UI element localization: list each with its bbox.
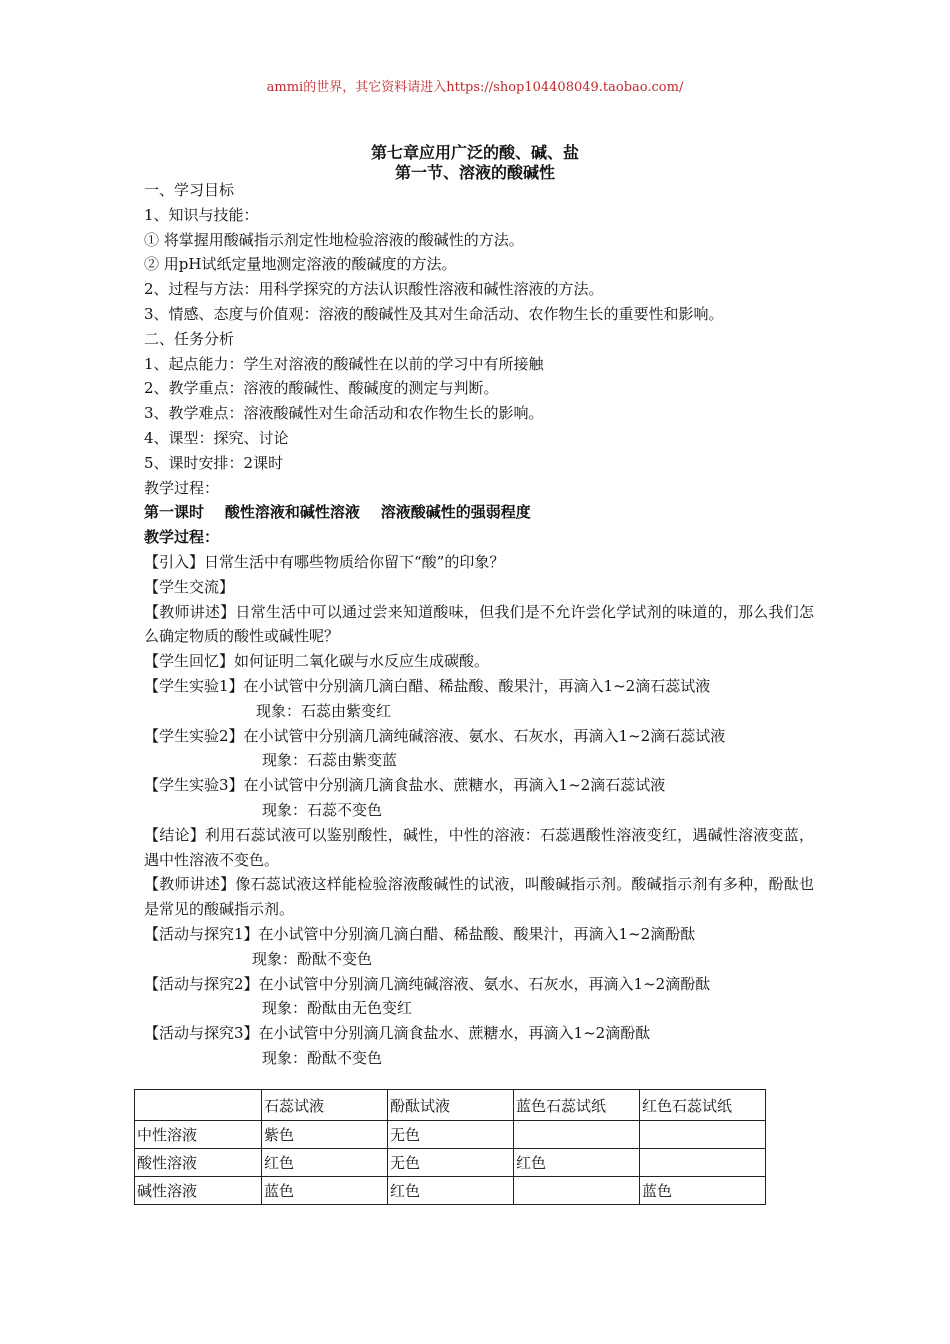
experiment-line: 【学生实验3】在小试管中分别滴几滴食盐水、蔗糖水，再滴入1~2滴石蕊试液 bbox=[144, 776, 666, 795]
text-line: 3、情感、态度与价值观：溶液的酸碱性及其对生命活动、农作物生长的重要性和影响。 bbox=[144, 304, 724, 323]
table-header-cell: 红色石蕊试纸 bbox=[640, 1090, 766, 1121]
table-row-label: 碱性溶液 bbox=[135, 1177, 262, 1205]
text-line: 【学生回忆】如何证明二氧化碳与水反应生成碳酸。 bbox=[144, 652, 490, 671]
table-cell: 蓝色 bbox=[262, 1177, 388, 1205]
process-heading: 教学过程： bbox=[144, 528, 220, 547]
heading-objectives: 一、学习目标 bbox=[144, 181, 235, 199]
table-row-label: 酸性溶液 bbox=[135, 1149, 262, 1177]
experiment-line: 【学生实验1】在小试管中分别滴几滴白醋、稀盐酸、酸果汁，再滴入1~2滴石蕊试液 bbox=[144, 676, 711, 695]
text-line: 4、课型：探究、讨论 bbox=[144, 428, 289, 447]
lesson-heading: 第一课时 酸性溶液和碱性溶液 溶液酸碱性的强弱程度 bbox=[144, 503, 531, 522]
section-title: 第一节、溶液的酸碱性 bbox=[394, 163, 555, 182]
text-line: 5、课时安排：2课时 bbox=[144, 453, 284, 472]
table-row bbox=[135, 1149, 766, 1177]
activity-line: 【活动与探究2】在小试管中分别滴几滴纯碱溶液、氨水、石灰水，再滴入1~2滴酚酞 bbox=[144, 974, 711, 993]
experiment-line: 【学生实验2】在小试管中分别滴几滴纯碱溶液、氨水、石灰水，再滴入1~2滴石蕊试液 bbox=[144, 726, 726, 745]
table-row bbox=[135, 1121, 766, 1149]
text-line: 教学过程： bbox=[144, 478, 220, 497]
table-cell: 无色 bbox=[388, 1121, 514, 1149]
table-cell: 无色 bbox=[388, 1149, 514, 1177]
table-cell bbox=[135, 1090, 262, 1121]
table-cell bbox=[640, 1149, 766, 1177]
table-cell: 紫色 bbox=[262, 1121, 388, 1149]
table-cell: 蓝色 bbox=[640, 1177, 766, 1205]
table-header-cell: 蓝色石蕊试纸 bbox=[514, 1090, 640, 1121]
paragraph: 【教师讲述】日常生活中可以通过尝来知道酸味，但我们是不允许尝化学试剂的味道的，那么我们怎么确定物质的酸性或碱性呢？ bbox=[144, 602, 814, 646]
text-line: 【学生交流】 bbox=[144, 577, 235, 596]
table-cell bbox=[640, 1121, 766, 1149]
heading-task-analysis: 二、任务分析 bbox=[144, 329, 235, 348]
table-row bbox=[135, 1177, 766, 1205]
activity-line: 【活动与探究1】在小试管中分别滴几滴白醋、稀盐酸、酸果汁，再滴入1~2滴酚酞 bbox=[144, 924, 696, 943]
text-line: 2、过程与方法：用科学探究的方法认识酸性溶液和碱性溶液的方法。 bbox=[144, 280, 604, 299]
document-body bbox=[144, 178, 814, 1071]
table-header-cell: 酚酞试液 bbox=[388, 1090, 514, 1121]
text-line: 【引入】日常生活中有哪些物质给你留下“酸”的印象？ bbox=[144, 552, 505, 571]
activity-line: 【活动与探究3】在小试管中分别滴几滴食盐水、蔗糖水，再滴入1~2滴酚酞 bbox=[144, 1024, 651, 1043]
table-cell: 红色 bbox=[514, 1149, 640, 1177]
table-cell: 红色 bbox=[388, 1177, 514, 1205]
text-line: ② 用pH试纸定量地测定溶液的酸碱度的方法。 bbox=[144, 255, 457, 274]
table-header-cell: 石蕊试液 bbox=[262, 1090, 388, 1121]
text-line: ① 将掌握用酸碱指示剂定性地检验溶液的酸碱性的方法。 bbox=[144, 230, 524, 249]
page-header-link[interactable]: ammi的世界，其它资料请进入https://shop104408049.taobao.com/ bbox=[266, 80, 684, 95]
paragraph: 【教师讲述】像石蕊试液这样能检验溶液酸碱性的试液，叫酸碱指示剂。酸碱指示剂有多种，酚酞也是常见的酸碱指示剂。 bbox=[144, 875, 814, 919]
chapter-title: 第七章应用广泛的酸、碱、盐 bbox=[370, 143, 579, 162]
table-header-row bbox=[135, 1090, 766, 1121]
observation-line: 现象：石蕊由紫变红 bbox=[256, 701, 392, 720]
observation-line: 现象：酚酞不变色 bbox=[252, 949, 373, 968]
text-line: 2、教学重点：溶液的酸碱性、酸碱度的测定与判断。 bbox=[144, 379, 499, 398]
table-cell bbox=[514, 1121, 640, 1149]
observation-line: 现象：石蕊由紫变蓝 bbox=[262, 751, 398, 770]
observation-line: 现象：酚酞不变色 bbox=[262, 1048, 383, 1067]
table-cell bbox=[514, 1177, 640, 1205]
table-cell: 红色 bbox=[262, 1149, 388, 1177]
text-line: 1、知识与技能： bbox=[144, 205, 259, 224]
observation-line: 现象：石蕊不变色 bbox=[262, 800, 383, 819]
observation-line: 现象：酚酞由无色变红 bbox=[262, 999, 413, 1018]
paragraph: 【结论】利用石蕊试液可以鉴别酸性，碱性，中性的溶液：石蕊遇酸性溶液变红，遇碱性溶液变蓝，遇中性溶液不变色。 bbox=[144, 825, 814, 869]
text-line: 3、教学难点：溶液酸碱性对生命活动和农作物生长的影响。 bbox=[144, 404, 544, 423]
table-row-label: 中性溶液 bbox=[135, 1121, 262, 1149]
text-line: 1、起点能力：学生对溶液的酸碱性在以前的学习中有所接触 bbox=[144, 354, 544, 373]
indicator-table bbox=[134, 1089, 766, 1205]
